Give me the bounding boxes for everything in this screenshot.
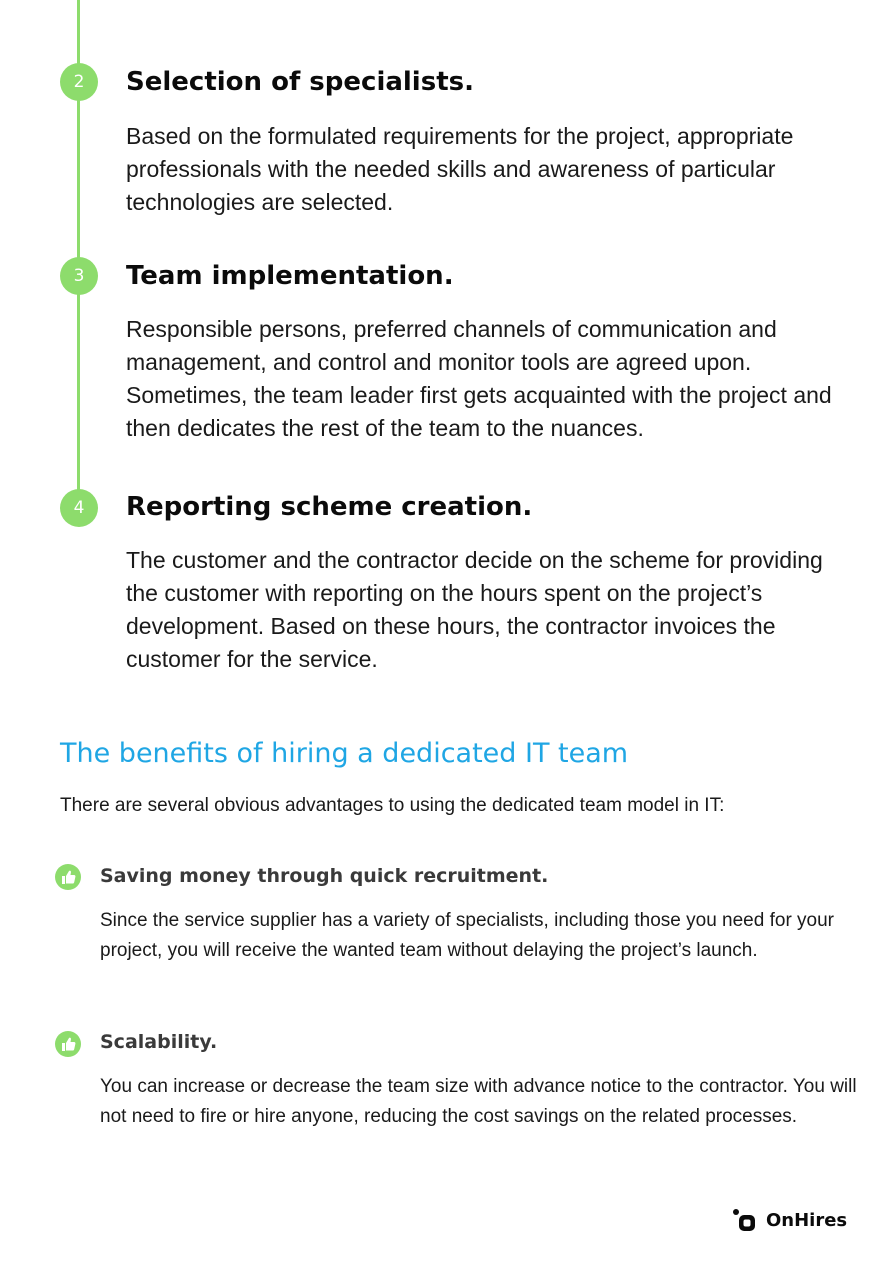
thumbs-up-icon — [55, 864, 81, 890]
step-description: Based on the formulated requirements for the project, appropriate professionals with the needed skills and awareness of particular technologies are selected. — [126, 123, 794, 215]
step-number-badge: 3 — [60, 257, 98, 295]
step-title: Selection of specialists. — [126, 67, 474, 97]
section-intro: There are several obvious advantages to using the dedicated team model in IT: — [60, 795, 725, 816]
onhires-logo-icon — [732, 1207, 758, 1233]
thumbs-up-icon — [55, 1031, 81, 1057]
step-description: The customer and the contractor decide on the scheme for providing the customer with reporting on the hours spent on the project’s development. Based on these hours, the contractor invoices the customer for the service. — [126, 547, 823, 672]
step-description: Responsible persons, preferred channels of communication and management, and control and monitor tools are agreed upon. Sometimes, the team leader first gets acquainted with the project and then dedicates the rest of the team to the nuances. — [126, 316, 832, 441]
step-number-badge: 2 — [60, 63, 98, 101]
benefit-description: You can increase or decrease the team size with advance notice to the contractor. You will not need to fire or hire anyone, reducing the cost savings on the related processes. — [100, 1076, 857, 1127]
onhires-logo — [732, 1204, 847, 1236]
benefit-description: Since the service supplier has a variety of specialists, including those you need for your project, you will receive the wanted team without delaying the project’s launch. — [100, 910, 835, 961]
benefit-title: Saving money through quick recruitment. — [100, 865, 549, 887]
step-title: Reporting scheme creation. — [126, 492, 533, 522]
step-number-badge: 4 — [60, 489, 98, 527]
section-heading: The benefits of hiring a dedicated IT team — [60, 738, 629, 769]
step-title: Team implementation. — [126, 261, 454, 291]
benefit-title: Scalability. — [100, 1031, 218, 1053]
brand-name: OnHires — [766, 1209, 848, 1231]
